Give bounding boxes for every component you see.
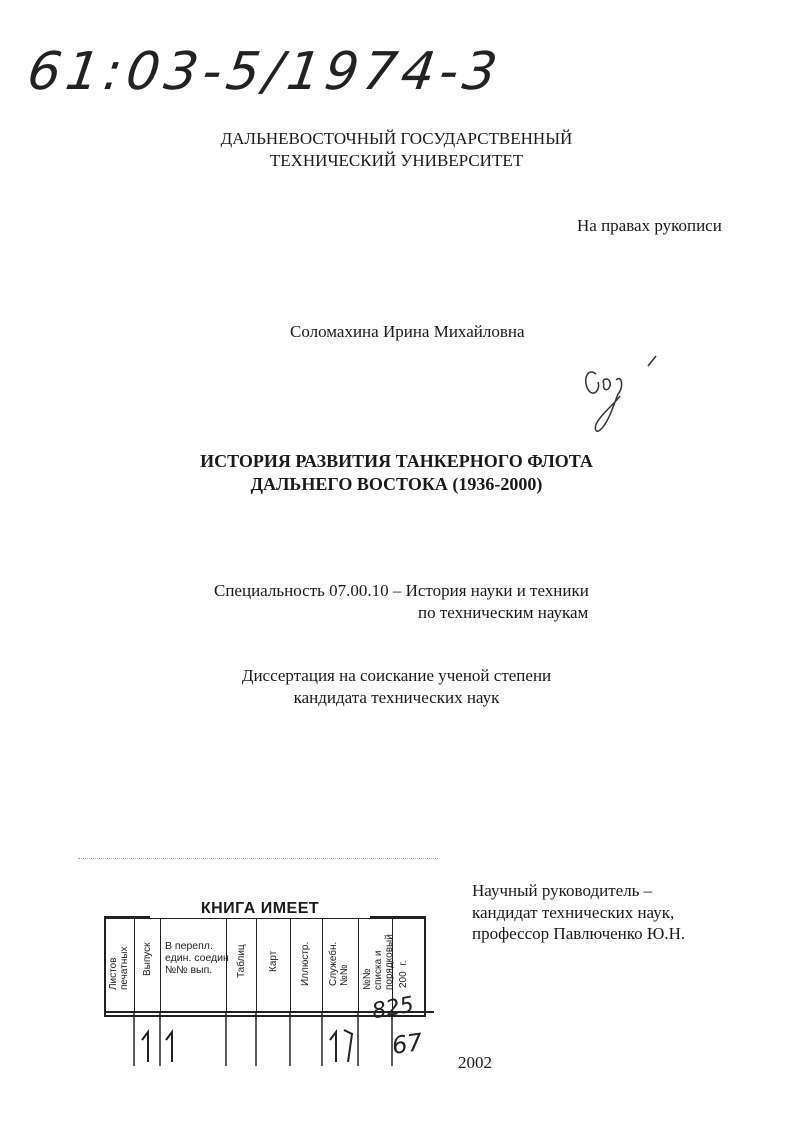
stamp-divider xyxy=(256,918,257,1012)
stamp-divider xyxy=(290,918,291,1012)
stamp-col-binding-text: В перепл. един. соедин №№ вып. xyxy=(165,940,229,976)
supervisor-line2: кандидат технических наук, xyxy=(472,903,675,922)
stamp-divider xyxy=(134,918,135,1012)
author-signature xyxy=(578,344,668,439)
stamp-divider xyxy=(322,918,323,1012)
stamp-col-tables: Таблиц xyxy=(236,944,247,978)
university-name-line2: ТЕХНИЧЕСКИЙ УНИВЕРСИТЕТ xyxy=(269,151,524,170)
stamp-col-issue: Выпуск xyxy=(142,942,153,976)
author-name: Соломахина Ирина Михайловна xyxy=(290,322,525,341)
specialty-line1: Специальность 07.00.10 – История науки и техники xyxy=(214,581,589,600)
stamp-col-illustrations: Иллюстр. xyxy=(300,941,311,986)
stamp-col-maps: Карт xyxy=(268,950,279,972)
dissertation-title-line2: ДАЛЬНЕГО ВОСТОКА (1936-2000) xyxy=(250,474,543,494)
scan-dotted-line xyxy=(78,858,438,859)
rights-note: На правах рукописи xyxy=(577,216,722,235)
stamp-divider xyxy=(358,918,359,1012)
handwritten-catalog-code: 61:03-5/1974-3 xyxy=(23,42,506,102)
supervisor-line3: профессор Павлюченко Ю.Н. xyxy=(472,924,686,943)
university-name-line1: ДАЛЬНЕВОСТОЧНЫЙ ГОСУДАРСТВЕННЫЙ xyxy=(220,129,573,148)
stamp-handwritten-number: 825 xyxy=(370,992,416,1025)
year: 2002 xyxy=(458,1053,492,1072)
specialty-line2: по техническим наукам xyxy=(418,603,589,622)
stamp-col-service: Служебн. №№ xyxy=(328,941,350,986)
stamp-col-binding xyxy=(165,940,229,976)
stamp-handwritten-number2: 67 xyxy=(390,1028,425,1060)
supervisor-line1: Научный руководитель – xyxy=(472,881,653,900)
stamp-divider xyxy=(160,918,161,1012)
stamp-title: КНИГА ИМЕЕТ xyxy=(150,900,370,918)
stamp-col-year: 200 г. xyxy=(398,960,409,988)
dissertation-title-line1: ИСТОРИЯ РАЗВИТИЯ ТАНКЕРНОГО ФЛОТА xyxy=(200,451,593,471)
dissertation-degree-line1: Диссертация на соискание ученой степени xyxy=(241,666,552,685)
stamp-col-list: №№ списка и порядковый xyxy=(362,934,395,990)
dissertation-degree-line2: кандидата технических наук xyxy=(293,688,500,707)
stamp-col-sheets: Листов печатных xyxy=(108,946,130,990)
